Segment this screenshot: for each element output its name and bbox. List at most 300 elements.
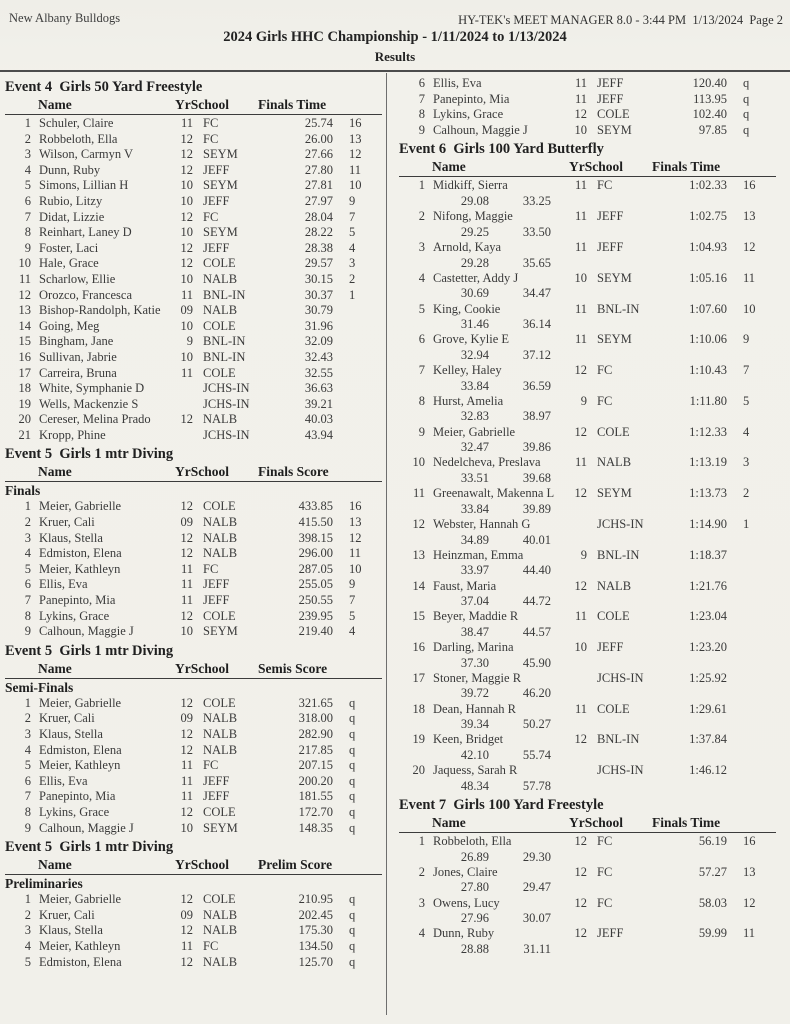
school: NALB — [203, 412, 238, 427]
year: 11 — [574, 609, 587, 624]
place: 4 — [24, 546, 31, 561]
year: 10 — [180, 624, 193, 639]
result-row — [5, 397, 382, 413]
year: 12 — [180, 742, 193, 757]
column-header-row — [5, 661, 382, 679]
col-yrschool: YrSchool — [175, 464, 229, 480]
splits-row — [399, 625, 776, 640]
swimmer-name: Faust, Maria — [433, 578, 497, 593]
swimmer-name: Nifong, Maggie — [433, 209, 513, 224]
result-value: 1:11.80 — [689, 393, 727, 408]
result-value: 296.00 — [298, 546, 333, 561]
points-or-qualifier: q — [743, 91, 750, 106]
split-time: 36.14 — [522, 317, 551, 332]
swimmer-name: Jaquess, Sarah R — [433, 763, 518, 778]
swimmer-name: Arnold, Kaya — [433, 239, 502, 254]
split-time: 29.30 — [522, 849, 551, 864]
year — [171, 381, 193, 397]
result-row — [399, 271, 776, 287]
swimmer-name: Foster, Laci — [39, 240, 99, 255]
splits-row — [399, 911, 776, 926]
place: 16 — [18, 349, 31, 364]
school: NALB — [597, 578, 632, 593]
place: 19 — [412, 732, 425, 747]
school: COLE — [203, 892, 236, 907]
split-time: 33.97 — [460, 563, 489, 578]
result-row — [5, 210, 382, 226]
place: 8 — [24, 225, 31, 240]
points-or-qualifier: q — [349, 727, 356, 741]
year: 11 — [180, 577, 193, 592]
result-row — [5, 562, 382, 578]
school: JEFF — [203, 773, 230, 788]
place: 11 — [18, 271, 31, 286]
year: 10 — [180, 349, 193, 364]
school: NALB — [203, 515, 238, 530]
result-row — [399, 763, 776, 779]
points-or-qualifier: 4 — [743, 424, 750, 439]
result-value: 27.80 — [304, 162, 333, 177]
result-row — [5, 531, 382, 547]
year: 09 — [180, 515, 193, 530]
result-value: 125.70 — [298, 954, 333, 969]
place: 4 — [24, 162, 31, 177]
split-time: 37.30 — [460, 655, 489, 670]
points-or-qualifier: q — [349, 711, 356, 726]
swimmer-name: Greenawalt, Makenna L — [433, 486, 555, 501]
place: 6 — [24, 773, 31, 788]
school: FC — [597, 864, 613, 879]
place: 8 — [24, 608, 31, 623]
points-or-qualifier: q — [349, 773, 356, 788]
result-value: 1:29.61 — [689, 701, 727, 716]
split-time: 45.90 — [522, 655, 551, 670]
result-value: 287.05 — [298, 561, 333, 576]
result-row — [5, 366, 382, 382]
result-row — [5, 350, 382, 366]
event-title: Event 6 Girls 100 Yard Butterfly — [399, 141, 604, 158]
place: 4 — [418, 926, 425, 941]
swimmer-name: Meier, Kathleyn — [39, 758, 121, 773]
school: SEYM — [597, 270, 632, 285]
year: 12 — [574, 834, 587, 848]
result-row — [399, 609, 776, 625]
place: 10 — [18, 256, 31, 271]
school: NALB — [203, 711, 238, 726]
result-row — [5, 428, 382, 444]
year: 12 — [180, 923, 193, 938]
swimmer-name: Dean, Hannah R — [433, 701, 516, 716]
year: 11 — [574, 332, 587, 347]
school: JEFF — [203, 593, 230, 608]
year: 12 — [180, 209, 193, 224]
year: 11 — [574, 76, 587, 90]
place: 2 — [418, 864, 425, 879]
event-title: Event 5 Girls 1 mtr Diving — [5, 446, 174, 463]
points-or-qualifier: 5 — [349, 225, 356, 240]
split-time: 38.47 — [460, 624, 489, 639]
points-or-qualifier — [333, 350, 375, 366]
result-value: 36.63 — [304, 381, 333, 396]
result-value: 250.55 — [298, 593, 333, 608]
school: JEFF — [203, 577, 230, 592]
swimmer-name: Hale, Grace — [39, 256, 99, 271]
points-or-qualifier: 11 — [743, 926, 756, 941]
swimmer-name: Grove, Kylie E — [433, 332, 510, 347]
result-row — [399, 363, 776, 379]
event-section — [5, 640, 382, 836]
result-value: 1:12.33 — [689, 424, 727, 439]
points-or-qualifier — [727, 548, 769, 564]
swimmer-name: Meier, Gabrielle — [39, 499, 122, 514]
school: JCHS-IN — [203, 396, 250, 411]
place: 2 — [24, 907, 31, 922]
place: 7 — [418, 91, 425, 106]
year: 09 — [180, 907, 193, 922]
place: 6 — [24, 193, 31, 208]
points-or-qualifier — [333, 397, 375, 413]
result-row — [399, 486, 776, 502]
place: 2 — [24, 515, 31, 530]
event-section — [399, 138, 776, 794]
place: 5 — [24, 178, 31, 193]
points-or-qualifier: 13 — [743, 209, 756, 224]
year: 11 — [180, 789, 193, 804]
place: 2 — [24, 131, 31, 146]
result-row — [399, 178, 776, 194]
result-row — [5, 696, 382, 712]
result-value: 1:10.43 — [689, 363, 727, 378]
result-value: 321.65 — [298, 695, 333, 710]
result-value: 148.35 — [298, 820, 333, 835]
result-row — [5, 821, 382, 837]
place: 7 — [418, 363, 425, 378]
year: 10 — [574, 640, 587, 655]
result-row — [5, 758, 382, 774]
school: COLE — [203, 695, 236, 710]
result-row — [5, 241, 382, 257]
year: 12 — [574, 895, 587, 910]
swimmer-name: Edmiston, Elena — [39, 742, 122, 757]
result-value: 58.03 — [698, 895, 727, 910]
points-or-qualifier: 7 — [349, 593, 356, 608]
event-section — [5, 836, 382, 970]
points-or-qualifier — [727, 609, 769, 625]
result-row — [5, 147, 382, 163]
result-value: 239.95 — [298, 608, 333, 623]
swimmer-name: Wilson, Carmyn V — [39, 147, 134, 162]
year: 12 — [180, 147, 193, 162]
result-row — [5, 225, 382, 241]
year: 11 — [574, 91, 587, 106]
split-time: 39.72 — [460, 686, 489, 701]
result-value: 32.43 — [304, 349, 333, 364]
swimmer-name: Klaus, Stella — [39, 530, 103, 545]
result-value: 255.05 — [298, 577, 333, 592]
result-row — [399, 302, 776, 318]
points-or-qualifier: 10 — [349, 178, 362, 193]
result-row — [399, 640, 776, 656]
splits-row — [399, 409, 776, 424]
points-or-qualifier: 10 — [743, 301, 756, 316]
school: BNL-IN — [597, 301, 640, 316]
year: 12 — [574, 864, 587, 879]
result-row — [399, 425, 776, 441]
splits-row — [399, 379, 776, 394]
points-or-qualifier — [727, 579, 769, 595]
swimmer-name: Webster, Hannah G — [433, 516, 531, 531]
team-name: New Albany Bulldogs — [9, 11, 121, 25]
swimmer-name: Meier, Gabrielle — [39, 695, 122, 710]
result-row — [5, 805, 382, 821]
result-row — [5, 334, 382, 350]
splits-row — [399, 471, 776, 486]
year: 12 — [180, 499, 193, 514]
col-result: Finals Time — [652, 815, 721, 830]
points-or-qualifier: 13 — [349, 515, 362, 530]
result-value: 282.90 — [298, 727, 333, 741]
result-value: 57.27 — [698, 864, 727, 879]
year: 12 — [180, 546, 193, 561]
split-time: 40.01 — [522, 532, 551, 547]
result-value: 30.37 — [304, 287, 333, 302]
result-value: 29.57 — [304, 256, 333, 271]
result-value: 102.40 — [692, 107, 727, 122]
place: 18 — [18, 381, 31, 396]
result-row — [399, 107, 776, 123]
result-value: 28.04 — [304, 209, 333, 224]
result-value: 31.96 — [304, 318, 333, 333]
result-value: 1:10.06 — [689, 332, 727, 347]
swimmer-name: Lykins, Grace — [39, 804, 110, 819]
result-row — [5, 892, 382, 908]
points-or-qualifier: 9 — [743, 332, 750, 347]
split-time: 46.20 — [522, 686, 551, 701]
split-time: 42.10 — [460, 748, 489, 763]
swimmer-name: Calhoun, Maggie J — [433, 122, 528, 137]
result-value: 219.40 — [298, 624, 333, 639]
col-name: Name — [432, 815, 466, 830]
school: NALB — [203, 954, 238, 969]
swimmer-name: Reinhart, Laney D — [39, 225, 132, 240]
result-row — [399, 926, 776, 942]
result-row — [399, 123, 776, 139]
year: 12 — [574, 732, 587, 747]
split-time: 35.65 — [522, 255, 551, 270]
year: 11 — [180, 593, 193, 608]
event-section — [5, 76, 382, 443]
points-or-qualifier: 2 — [349, 271, 356, 286]
year: 9 — [580, 393, 587, 408]
place: 1 — [24, 695, 31, 710]
school: BNL-IN — [597, 547, 640, 562]
splits-row — [399, 317, 776, 332]
school: JCHS-IN — [597, 763, 644, 778]
place: 12 — [412, 516, 425, 531]
place: 1 — [24, 892, 31, 907]
event-section — [5, 443, 382, 639]
result-value: 318.00 — [298, 711, 333, 726]
place: 3 — [24, 727, 31, 741]
points-or-qualifier — [333, 334, 375, 350]
col-yrschool: YrSchool — [175, 660, 229, 676]
result-row — [399, 671, 776, 687]
swimmer-name: Klaus, Stella — [39, 923, 103, 938]
school: COLE — [203, 365, 236, 380]
splits-row — [399, 748, 776, 763]
swimmer-name: Beyer, Maddie R — [433, 609, 519, 624]
result-value: 415.50 — [298, 515, 333, 530]
split-time: 32.94 — [460, 347, 489, 362]
column-header-row — [399, 159, 776, 177]
place: 17 — [412, 670, 425, 685]
place: 9 — [24, 240, 31, 255]
points-or-qualifier: 9 — [349, 577, 356, 592]
points-or-qualifier: 13 — [743, 864, 756, 879]
result-row — [5, 132, 382, 148]
points-or-qualifier — [727, 671, 769, 687]
points-or-qualifier — [333, 366, 375, 382]
swimmer-name: Going, Meg — [39, 318, 100, 333]
points-or-qualifier: 7 — [349, 209, 356, 224]
split-time: 32.47 — [460, 440, 489, 455]
school: FC — [597, 393, 613, 408]
school: FC — [597, 895, 613, 910]
split-time: 39.86 — [522, 440, 551, 455]
place: 5 — [24, 561, 31, 576]
points-or-qualifier: 2 — [743, 486, 750, 501]
points-or-qualifier: 16 — [743, 834, 756, 848]
points-or-qualifier: q — [349, 820, 356, 835]
swimmer-name: Ellis, Eva — [39, 773, 88, 788]
school: BNL-IN — [203, 334, 246, 349]
result-value: 1:37.84 — [689, 732, 727, 747]
year: 11 — [180, 561, 193, 576]
place: 5 — [24, 758, 31, 773]
result-row — [5, 727, 382, 743]
swimmer-name: Meier, Kathleyn — [39, 561, 121, 576]
result-value: 1:25.92 — [689, 670, 727, 685]
year: 9 — [580, 547, 587, 562]
result-value: 113.95 — [693, 91, 727, 106]
result-value: 25.74 — [304, 116, 333, 130]
place: 17 — [18, 365, 31, 380]
school: JEFF — [597, 91, 624, 106]
points-or-qualifier: 16 — [349, 116, 362, 130]
place: 16 — [412, 640, 425, 655]
place: 14 — [412, 578, 425, 593]
split-time: 29.47 — [522, 880, 551, 895]
split-time: 27.96 — [460, 911, 489, 926]
year: 12 — [180, 412, 193, 427]
split-time: 37.04 — [460, 594, 489, 609]
result-row — [5, 955, 382, 971]
place: 6 — [418, 76, 425, 90]
round-subheader: Preliminaries — [5, 876, 83, 892]
place: 19 — [18, 396, 31, 411]
year: 12 — [574, 578, 587, 593]
result-row — [5, 194, 382, 210]
col-result: Prelim Score — [258, 857, 333, 873]
school: JCHS-IN — [597, 670, 644, 685]
place: 15 — [412, 609, 425, 624]
swimmer-name: Rubio, Litzy — [39, 193, 103, 208]
points-or-qualifier: q — [349, 892, 356, 907]
school: COLE — [597, 701, 630, 716]
result-row — [399, 548, 776, 564]
place: 1 — [418, 178, 425, 193]
points-or-qualifier: q — [349, 954, 356, 969]
school: COLE — [203, 804, 236, 819]
school: NALB — [203, 923, 238, 938]
school: NALB — [203, 530, 238, 545]
swimmer-name: Meier, Gabrielle — [39, 892, 122, 907]
result-row — [5, 319, 382, 335]
result-row — [5, 923, 382, 939]
result-value: 30.79 — [304, 303, 333, 318]
year: 10 — [180, 318, 193, 333]
school: FC — [203, 116, 219, 130]
points-or-qualifier: 16 — [743, 178, 756, 193]
points-or-qualifier: q — [349, 804, 356, 819]
points-or-qualifier: 13 — [349, 131, 362, 146]
swimmer-name: Kelley, Haley — [433, 363, 502, 378]
result-value: 26.00 — [304, 131, 333, 146]
swimmer-name: Wells, Mackenzie S — [39, 396, 139, 411]
school: SEYM — [597, 332, 632, 347]
swimmer-name: Heinzman, Emma — [433, 547, 524, 562]
school: JEFF — [203, 789, 230, 804]
points-or-qualifier: 11 — [349, 162, 362, 177]
header-rule — [0, 70, 790, 72]
year: 11 — [574, 455, 587, 470]
year: 11 — [574, 178, 587, 193]
year: 12 — [180, 954, 193, 969]
points-or-qualifier: q — [349, 742, 356, 757]
points-or-qualifier — [727, 702, 769, 718]
swimmer-name: Ellis, Eva — [39, 577, 88, 592]
result-value: 28.22 — [304, 225, 333, 240]
school: SEYM — [203, 624, 238, 639]
year: 10 — [180, 193, 193, 208]
year: 10 — [574, 270, 587, 285]
school: COLE — [203, 256, 236, 271]
school: COLE — [203, 499, 236, 514]
round-subheader: Finals — [5, 483, 41, 499]
result-value: 56.19 — [698, 834, 727, 848]
school: BNL-IN — [597, 732, 640, 747]
result-value: 32.55 — [304, 365, 333, 380]
school: NALB — [203, 742, 238, 757]
swimmer-name: Sullivan, Jabrie — [39, 349, 117, 364]
year — [171, 397, 193, 413]
school: NALB — [203, 271, 238, 286]
place: 8 — [418, 393, 425, 408]
swimmer-name: King, Cookie — [433, 301, 501, 316]
school: SEYM — [203, 820, 238, 835]
school: NALB — [203, 303, 238, 318]
result-value: 172.70 — [298, 804, 333, 819]
split-time: 30.07 — [522, 911, 551, 926]
split-time: 33.84 — [460, 501, 489, 516]
place: 9 — [24, 624, 31, 639]
splits-row — [399, 502, 776, 517]
split-time: 29.28 — [460, 255, 489, 270]
round-subheader: Semi-Finals — [5, 679, 74, 695]
place: 18 — [412, 701, 425, 716]
swimmer-name: Panepinto, Mia — [433, 91, 510, 106]
split-time: 29.08 — [460, 193, 489, 208]
